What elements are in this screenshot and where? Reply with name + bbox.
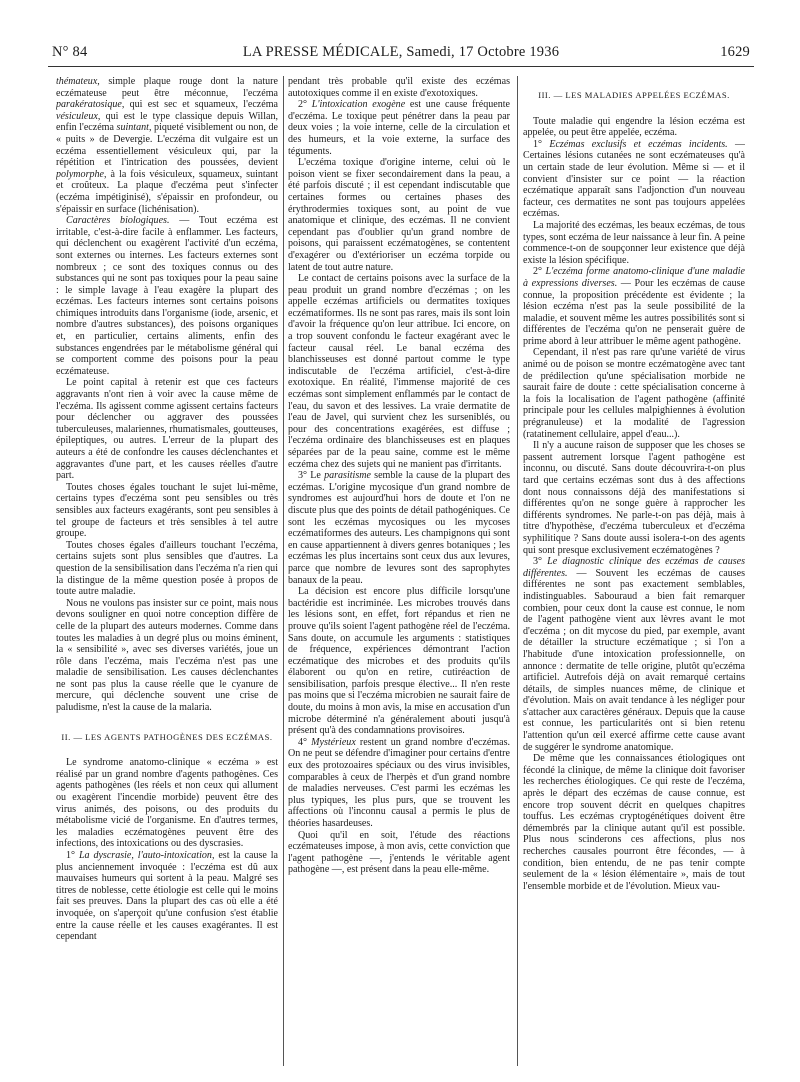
issue-number: N° 84 (52, 44, 88, 60)
section-heading: III. — LES MALADIES APPELÉES ECZÉMAS. (538, 90, 730, 100)
paragraph: La décision est encore plus difficile lorsqu'une bactéridie est incriminée. Les microbes trouvés dans les lésions sont, en effet, fort répandus et rien ne prouve qu'ils soient l'agent pathogène réel de l'eczéma. Sans doute, on accumule les arguments : statistiques de fréquence, expériences démontrant l'action eczématique des microbes et des produits qu'ils élaborent ou qu'on en retire, cutiréaction de sensibilisation, parfois presque élective... Il n'en reste pas moins que si l'eczéma microbien ne saurait faire de doute, du moins à mon avis, la mise en accusation d'un microbe déterminé n'a généralement abouti jusqu'à présent qu'à des condamnations provisoires. (288, 586, 510, 737)
paragraph: Toutes choses égales touchant le sujet lui-même, certains types d'eczéma sont peu sensibles ou très sensibles aux facteurs exagérants, sont peu sensibles à tel groupe de facteurs et très sensibles à tel autre groupe. (56, 481, 278, 540)
paragraph: L'eczéma toxique d'origine interne, celui où le poison vient se fixer secondairement dans la peau, a été parfois discuté ; il est cependant indiscutable que certaines formes ou certaines phases des érythrodermies toxiques sont, au point de vue anatomique et clinique, des eczémas. Il ne convient cependant pas d'oublier qu'un grand nombre de poisons, qui paraissent eczématogènes, se contentent d'exagérer ou d'extérioriser un eczéma torpide ou latent de tout autre nature. (288, 157, 510, 273)
paragraph: Toute maladie qui engendre la lésion eczéma est appelée, ou peut être appelée, eczéma. (523, 115, 745, 139)
paragraph: 3° Le parasitisme semble la cause de la plupart des eczémas. L'origine mycosique d'un grand nombre de syndromes est aujourd'hui hors de doute et l'on ne discute plus que des points de détail pathogéniques. Ce sont les eczémas mycosiques ou les mycoses eczématiformes des auteurs. Les champignons qui sont en cause appartiennent à divers genres botaniques ; les eczémas les plus incertains sont ceux dus aux levures, parce que nombre de levures sont des saprophytes banaux de la peau. (288, 470, 510, 586)
paragraph: pendant très probable qu'il existe des eczémas autotoxiques comme il en existe d'exotoxiques. (288, 76, 510, 99)
paragraph: Nous ne voulons pas insister sur ce point, mais nous devons souligner en quoi notre conception diffère de celle de la plupart des auteurs modernes. Comme dans toutes les maladies à un degré plus ou moins éminent, la « sensibilité », avec ses diverses variétés, joue un rôle dans l'eczéma, mais l'eczéma n'est pas une maladie de sensibilisation. Les causes déclenchantes ne sont pas plus la cause réelle que le cyanure de mercure, qui déclenche souvent une crise de paludisme, n'est la cause de la malaria. (56, 597, 278, 714)
section-heading: II. — LES AGENTS PATHOGÈNES DES ECZÉMAS. (61, 731, 273, 742)
paragraph: Le point capital à retenir est que ces facteurs aggravants n'ont rien à voir avec la cause même de l'eczéma. Ils agissent comme agissent certains facteurs pour déclencher ou aggraver des poussées tuberculeuses, malariennes, rhumatismales, goutteuses, épileptiques, ou autres. L'erreur de la plupart des auteurs a été de confondre les causes déclenchantes et aggravantes d'une part, et les causes réelles d'autre part. (56, 377, 278, 482)
paragraph: 2° L'intoxication exogène est une cause fréquente d'eczéma. Le toxique peut pénétrer dans la peau par deux voies ; la voie interne, celle de la circulation et des humeurs, et la voie externe, la surface des téguments. (288, 99, 510, 157)
page-number: 1629 (720, 44, 750, 60)
paragraph: 2° L'eczéma forme anatomo-clinique d'une maladie à expressions diverses. — Pour les eczémas de cause connue, la proposition précédente est évidente ; la lésion eczéma n'est pas la seule possibilité de la maladie, et souvent même les autres possibilités sont si différentes de l'eczéma qu'on ne penserait guère de prime abord à leur attribuer le même agent pathogène. (523, 266, 745, 347)
paragraph: thémateux, simple plaque rouge dont la nature eczémateuse peut être méconnue, l'eczéma parakératosique, qui est sec et squameux, l'eczéma vésiculeux, qui est le type classique depuis Willan, enfin l'eczéma suintant, piqueté visiblement ou non, de « puits » de Devergie. L'eczéma dit vulgaire est un eczéma essentiellement vésiculeux qui, par la répétition et l'intrication des poussées, devient polymorphe, à la fois vésiculeux, squameux, suintant et croûteux. La plaque d'eczéma peut s'infecter (eczéma impétiginisé), s'épaissir en profondeur, ou s'épaissir en surface (lichénisation). (56, 76, 278, 215)
masthead: LA PRESSE MÉDICALE, Samedi, 17 Octobre 1936 (242, 44, 560, 60)
paragraph: Il n'y a aucune raison de supposer que les choses se passent autrement lorsque l'agent pathogène est inconnu, ou discuté. Sans doute découvrira-t-on plus tard que certains eczémas sont dus à des affections dont nous connaissons déjà des manifestations si différentes qu'on ne songe guère à rapprocher les différents syndromes. Ne parle-t-on pas déjà, mais à titre d'hypothèse, d'eczéma tuberculeux et d'eczéma syphilitique ? Sans doute aussi isolera-t-on des agents qui sont presque exclusivement eczématogènes ? (523, 440, 745, 556)
paragraph: Cependant, il n'est pas rare qu'une variété de virus animé ou de poison se montre eczématogène avec tant de prédilection qu'une spécialisation morbide ne saurait faire de doute : cette spécialisation concerne à la fois la localisation de l'agent pathogène (affinité principale pour les cellules malpighiennes à évolution prégranuleuse) et la modalité de l'agression (ratatinement cellulaire, appel d'eau...). (523, 347, 745, 440)
paragraph: Quoi qu'il en soit, l'étude des réactions eczémateuses impose, à mon avis, cette conviction que l'agent pathogène —, j'entends le véritable agent pathogène —, est présent dans la peau elle-même. (288, 829, 510, 876)
text-column-2 (288, 76, 510, 1074)
paragraph: La majorité des eczémas, les beaux eczémas, de tous types, sont eczéma de leur naissance à leur fin. A peine commence-t-on de soupçonner leur existence que déjà existe la lésion spécifique. (523, 219, 745, 266)
paragraph: De même que les connaissances étiologiques ont fécondé la clinique, de même la clinique doit favoriser les recherches étiologiques. Ce qui reste de l'eczéma, après le départ des eczémas de cause connue, est encore trop souvent décrit en quelques chapitres touffus. Les eczémas cryptogénétiques doivent être démembrés par la clinique autant qu'il est possible. Plus nous scinderons ces affections, plus nos recherches causales pourront être fécondes, — à condition, bien entendu, de ne pas tenir compte seulement de la « lésion élémentaire », mais de tout l'ensemble morbide et de l'évolution. Mieux vau- (523, 753, 745, 892)
paragraph: Le syndrome anatomo-clinique « eczéma » est réalisé par un grand nombre d'agents pathogènes. Ces agents pathogènes (les réels et non ceux qui allument ou exagèrent l'incendie morbide) peuvent être des virus animés, des poisons, ou des produits du métabolisme vicié de l'organisme. En d'autres termes, les maladies eczématogènes peuvent être des infections, des intoxications ou des dyscrasies. (56, 757, 278, 850)
column-divider (517, 76, 518, 1066)
paragraph: Le contact de certains poisons avec la surface de la peau produit un grand nombre d'eczémas ; on les appelle eczémas artificiels ou dermatites toxiques eczématiformes. Ils ne sont pas rares, mais ils sont loin d'avoir la fréquence qu'on leur attribue. Ici encore, on a trop souvent confondu le facteur exagérant avec le facteur causal réel. Le banal eczéma des blanchisseuses est donné partout comme le type indiscutable de l'eczéma artificiel, c'est-à-dire exotoxique. En réalité, l'immense majorité de ces eczémas sont simplement enflammés par le contact de l'eau, du savon et des lessives. La vraie dermatite de l'eau de Javel, qui survient chez les surseniblés, ou pour des concentrations exagérées, est diffuse ; l'eczéma ordinaire des blanchisseuses est en plaques séparées par de la peau saine, comme est le même eczéma chez des sujets qui ne manient pas d'irritants. (288, 273, 510, 470)
paragraph: Caractères biologiques. — Tout eczéma est irritable, c'est-à-dire facile à enflammer. Les facteurs, qui déclenchent ou exagèrent l'activité d'un eczéma, sont externes ou internes. Les facteurs externes sont nombreux ; ce sont des toxiques connus ou des substances qui ne sont pas toxiques pour la peau saine : le simple lavage à l'eau exagère la plupart des eczémas. Les facteurs internes sont certains poisons chimiques introduits dans l'organisme (iode, arsenic, et nombre d'autres substances), des poisons organiques et, en particulier, certains aliments, enfin des substances engendrées par le métabolisme général qui se comportent comme des poisons pour la peau eczémateuse. (56, 215, 278, 377)
paragraph: 3° Le diagnostic clinique des eczémas de causes différentes. — Souvent les eczémas de causes différentes ne sont pas exactement semblables, indistinguables. Sabouraud a bien fait remarquer combien, pour ceux dont la cause est connue, le nom de l'agent pathogène vient aux lèvres avant le mot d'eczéma ; on dit mycose du pied, par exemple, avant de détailler la structure eczématique ; si l'on a l'habitude d'une intoxication professionnelle, on annonce : dermatite de telle origine, plutôt qu'eczéma artificiel. Autrefois déjà on avait remarqué certains détails, de simples nuances même, de clinique et d'évolution. Mais on avait tendance à les négliger pour s'attacher aux caractères généraux. Depuis que la cause est connue, les particularités ont si bien retenu l'attention qu'un œil exercé affirme cette cause avant de suggérer le syndrome anatomique. (523, 556, 745, 753)
column-divider (283, 76, 284, 1066)
paragraph: Toutes choses égales d'ailleurs touchant l'eczéma, certains sujets sont plus sensibles que d'autres. La question de la sensibilisation dans l'eczéma n'a rien qui la distingue de la même question posée à propos de toute autre maladie. (56, 539, 278, 598)
paragraph: 4° Mystérieux restent un grand nombre d'eczémas. On ne peut se défendre d'imaginer pour certains d'entre eux des protozoaires spéciaux ou des virus invisibles, comparables à ceux de l'herpès et d'un grand nombre de maladies nerveuses. C'est parmi les eczémas les plus typiques, les plus purs, que se trouvent les affections où l'inconnu causal a permis le plus de théories hasardeuses. (288, 736, 510, 829)
paragraph: 1° La dyscrasie, l'auto-intoxication, est la cause la plus anciennement invoquée : l'eczéma est dû aux mauvaises humeurs qui sortent à la peau. Malgré ses titres de noblesse, cette étiologie est celle qui le moins fait ses preuves. Dans la plupart des cas où elle a été invoquée, on s'aperçoit qu'une confusion s'est établie entre la cause réelle et les causes exagérantes. Il est cependant (56, 850, 278, 943)
text-column-1 (56, 76, 278, 1074)
running-header (48, 42, 754, 67)
text-column-3 (523, 76, 745, 1074)
paragraph: 1° Eczémas exclusifs et eczémas incidents. — Certaines lésions cutanées ne sont eczémateuses qu'à un certain stade de leur évolution. Même si — et il convient d'insister sur ce point — la réaction eczématique apparaît sans l'adjonction d'un nouveau facteur, ces dermatites ne sont pas toujours appelées eczémas. (523, 138, 745, 220)
